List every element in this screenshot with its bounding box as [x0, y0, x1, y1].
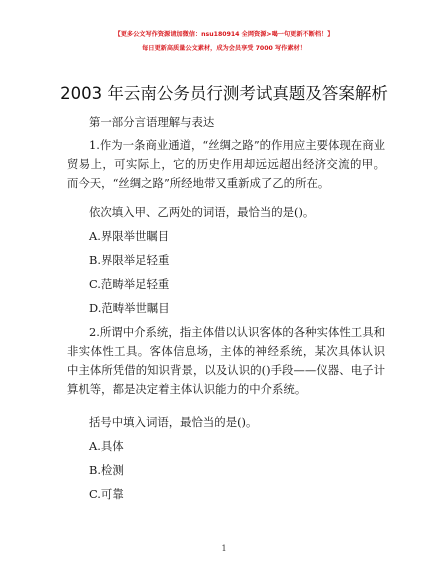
question-2-option-b: B.检测	[89, 463, 124, 477]
question-2-option-c: C.可靠	[89, 487, 124, 501]
document-title: 2003 年云南公务员行测考试真题及答案解析	[60, 84, 388, 103]
question-2-prompt: 括号中填入词语，最恰当的是()。	[89, 415, 258, 429]
question-1-option-a: A.界限举世瞩目	[89, 229, 170, 243]
promo-banner-line-1: 【更多公文写作资源请加微信：nsu180914 全网资源>喝一句更新不断档！】	[114, 31, 334, 38]
question-1-stem: 1.作为一条商业通道，“丝绸之路”的作用应主要体现在商业贸易上，可实际上，它的历史作用却远远超出经济交流的甲。而今天，“丝绸之路”所经地带又重新成了乙的所在。	[67, 138, 385, 190]
question-2-stem: 2.所谓中介系统，指主体借以认识客体的各种实体性工具和非实体性工具。客体信息场，主体的神经系统，某次具体认识中主体所凭借的知识背景，以及认识的()手段——仪器、电子计算机等，都是决定着主体认识能力的中介系统。	[67, 325, 385, 396]
question-1-prompt: 依次填入甲、乙两处的词语，最恰当的是()。	[89, 205, 315, 219]
question-1-option-c: C.范畴举足轻重	[89, 277, 170, 291]
question-2-option-a: A.具体	[89, 439, 124, 453]
question-1-option-d: D.范畴举世瞩目	[89, 301, 170, 315]
promo-banner-line-2: 每日更新高质量公文素材，成为会员享受 7000 写作素材！	[142, 45, 306, 52]
page-number: 1	[221, 544, 227, 553]
section-heading: 第一部分言语理解与表达	[89, 115, 215, 129]
question-1-option-b: B.界限举足轻重	[89, 253, 170, 267]
